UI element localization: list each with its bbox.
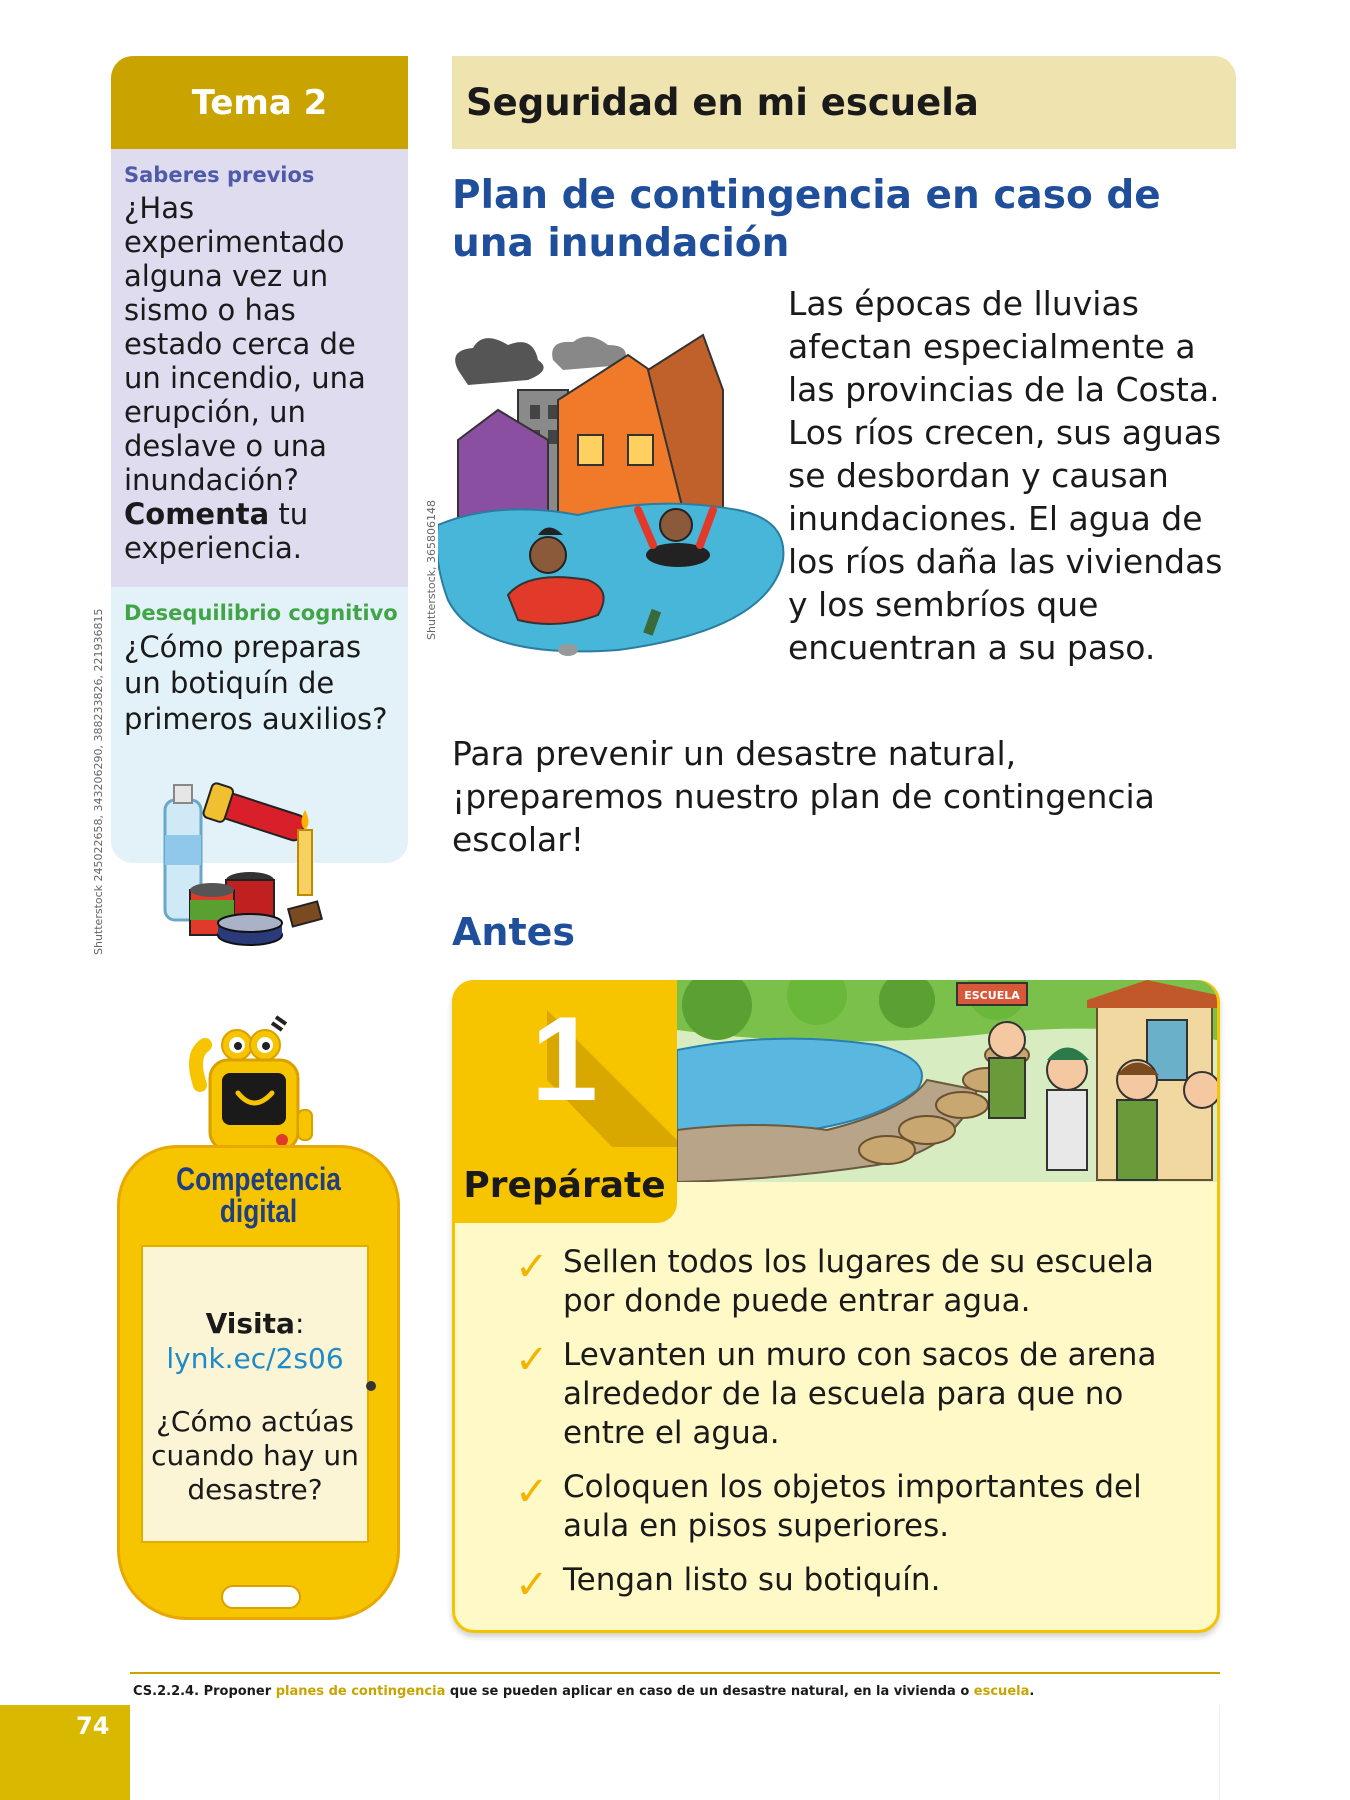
device-camera-dot xyxy=(366,1381,376,1391)
footer-highlight-1: planes de contingencia xyxy=(275,1684,446,1699)
step-number-box xyxy=(452,980,677,1147)
intro-paragraph: Las épocas de lluvias afectan especialmente a las provincias de la Costa. Los ríos crecen, sus aguas se desbordan y causan inundaciones. El agua de los ríos daña las viviendas y los sembríos que encuentran a su paso. xyxy=(788,284,1223,667)
footer-area xyxy=(130,1705,1220,1800)
device-screen xyxy=(141,1245,369,1543)
footer-standard xyxy=(133,1684,1034,1699)
checkmark-icon: ✓ xyxy=(515,1469,549,1515)
step-text: Coloquen los objetos importantes del aula en pisos superiores. xyxy=(563,1469,1142,1544)
saberes-question: ¿Has experimentado alguna vez un sismo o has estado cerca de un incendio, una erupción, un deslave o una inundación? xyxy=(124,191,366,497)
desequilibrio-label: Desequilibrio cognitivo xyxy=(124,601,398,625)
saberes-previos-label: Saberes previos xyxy=(124,163,315,187)
competencia-link[interactable]: lynk.ec/2s06 xyxy=(166,1342,344,1375)
competencia-question: ¿Cómo actúas cuando hay un desastre? xyxy=(151,1405,359,1506)
checkmark-icon: ✓ xyxy=(515,1244,549,1290)
competencia-title-line1: Competencia xyxy=(176,1161,341,1197)
footer-text-2: que se pueden aplicar en caso de un desastre natural, en la vivienda o xyxy=(445,1684,974,1699)
list-item xyxy=(515,1243,1205,1321)
saberes-previos-box xyxy=(111,149,408,587)
page-title: Seguridad en mi escuela xyxy=(452,56,1236,149)
list-item xyxy=(515,1336,1205,1453)
page-number-box xyxy=(0,1705,130,1800)
visita-colon: : xyxy=(294,1307,305,1340)
step-text: Sellen todos los lugares de su escuela por donde puede entrar agua. xyxy=(563,1244,1154,1319)
step-text: Levanten un muro con sacos de arena alrededor de la escuela para que no entre el agua. xyxy=(563,1337,1157,1451)
sidebar-image-credit: Shutterstock 245022658, 343206290, 388233826, 221936815 xyxy=(92,608,105,955)
saberes-previos-text xyxy=(124,191,396,565)
list-item xyxy=(515,1468,1205,1546)
tema-header: Tema 2 xyxy=(111,56,408,149)
first-aid-kit-illustration xyxy=(150,775,350,955)
footer-text-3: . xyxy=(1029,1684,1035,1699)
footer-highlight-2: escuela xyxy=(973,1684,1030,1699)
page-number: 74 xyxy=(76,1712,110,1740)
flood-image-credit: Shutterstock, 365806148 xyxy=(425,499,438,640)
preparate-label: Prepárate xyxy=(452,1147,677,1223)
checkmark-icon: ✓ xyxy=(515,1337,549,1383)
visita-text: Visita xyxy=(205,1307,295,1340)
list-item xyxy=(515,1561,1205,1608)
section-title: Plan de contingencia en caso de una inundación xyxy=(452,173,1161,266)
step-number: 1 xyxy=(531,992,598,1126)
step-text: Tengan listo su botiquín. xyxy=(563,1562,941,1598)
escuela-sign: ESCUELA xyxy=(964,989,1020,1002)
flood-illustration xyxy=(438,330,798,670)
visita-label xyxy=(143,1307,367,1340)
competencia-title-line2: digital xyxy=(219,1193,298,1229)
school-sandbag-illustration xyxy=(677,980,1217,1182)
desequilibrio-text: ¿Cómo preparas un botiquín de primeros auxilios? xyxy=(124,630,388,736)
saberes-bold: Comenta xyxy=(124,497,270,531)
prevention-paragraph: Para prevenir un desastre natural, ¡preparemos nuestro plan de contingencia escolar! xyxy=(452,734,1155,859)
robot-mascot-icon xyxy=(180,1015,330,1165)
competencia-digital-title xyxy=(142,1163,374,1227)
antes-heading: Antes xyxy=(452,910,576,954)
checkmark-icon: ✓ xyxy=(515,1562,549,1608)
footer-code: CS.2.2.4. xyxy=(133,1684,200,1699)
footer-divider xyxy=(130,1672,1220,1674)
footer-text-1: Proponer xyxy=(199,1684,276,1699)
saberes-end: tu experiencia. xyxy=(124,497,309,565)
device-home-button xyxy=(221,1585,301,1609)
steps-list xyxy=(515,1243,1205,1615)
